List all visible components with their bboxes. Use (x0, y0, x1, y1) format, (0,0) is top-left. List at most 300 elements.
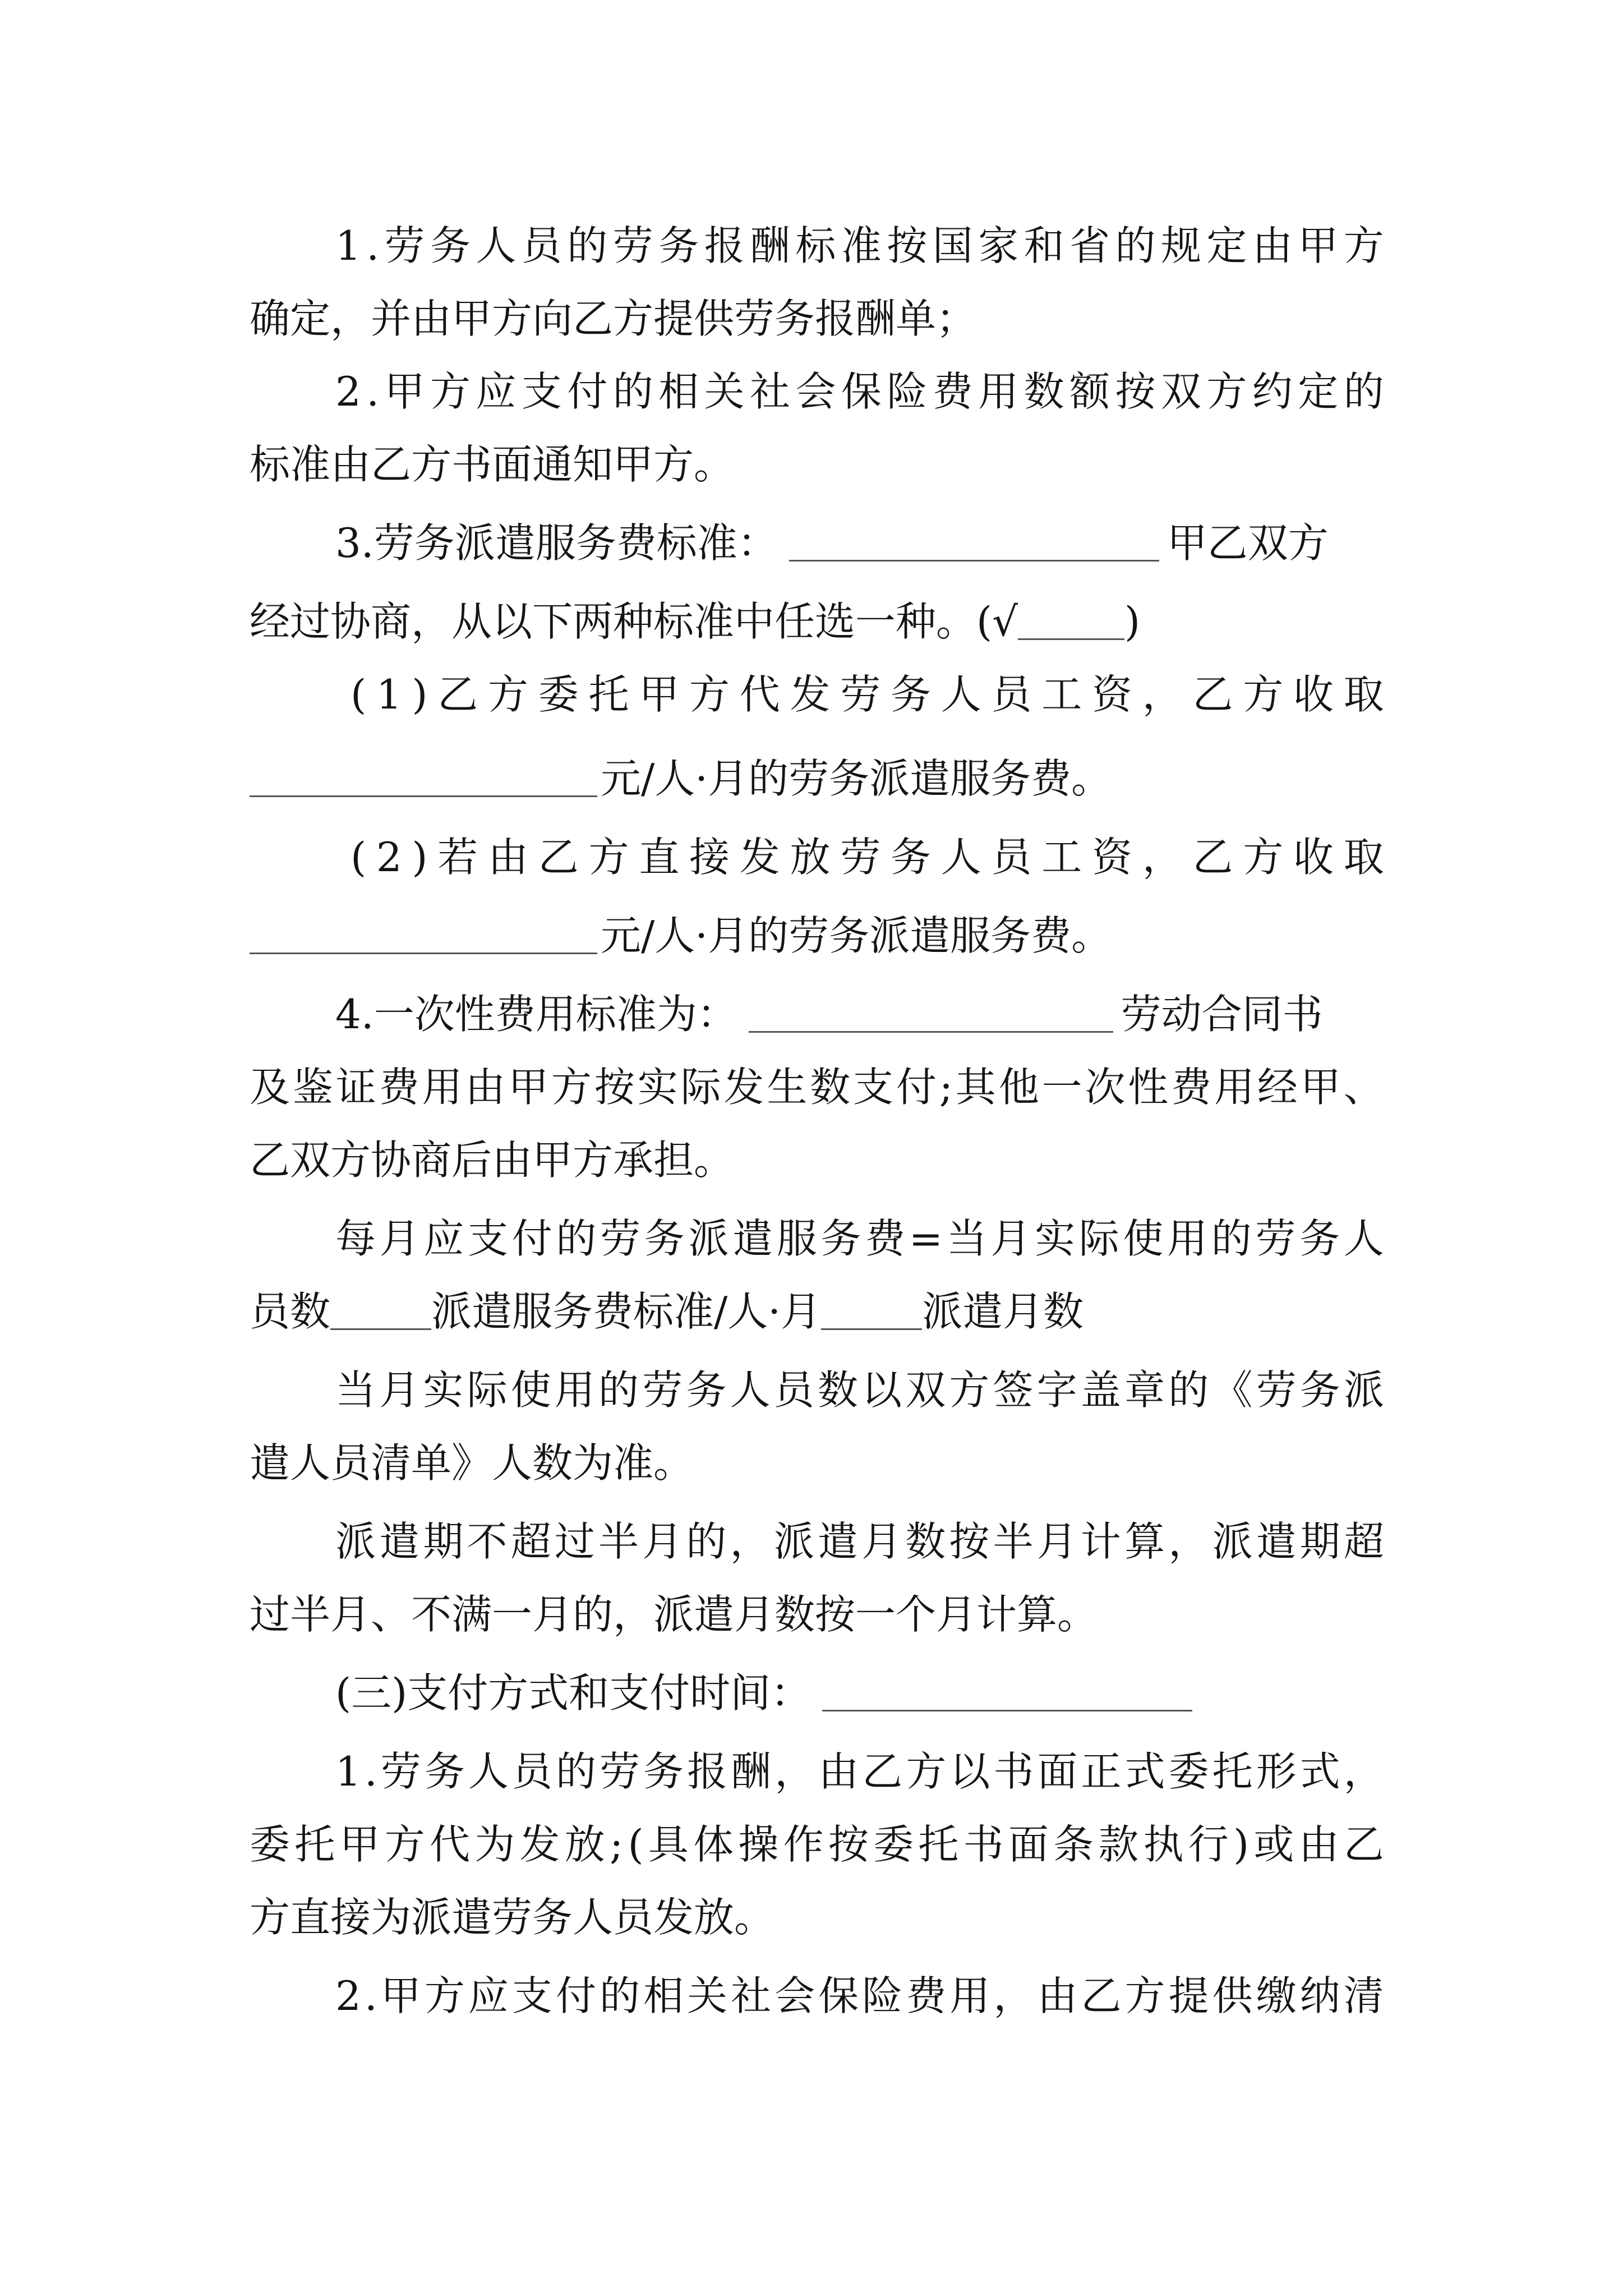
text-char: 甲 (1300, 1064, 1341, 1111)
text-char: 付 (567, 368, 608, 415)
text-char: 关 (687, 1972, 728, 2019)
text-char: 方 (384, 1821, 425, 1868)
paragraph-line (335, 1968, 1384, 2024)
text-char: 月 (642, 1518, 683, 1565)
text-char: 务 (890, 671, 931, 718)
text-segment: 派遣服务费标准/人·月 (431, 1288, 822, 1335)
text-char: 书 (963, 1821, 1004, 1868)
text-char: ( (628, 1821, 644, 1868)
text-char: 纳 (1299, 1972, 1340, 2019)
fill-in-blank[interactable] (1018, 605, 1124, 640)
text-char: 双 (905, 1366, 946, 1414)
text-char: 支 (853, 1064, 894, 1111)
paragraph-line (250, 751, 1112, 807)
text-char: 月 (379, 1215, 420, 1262)
text-char: 乙 (437, 671, 478, 718)
text-char: 正 (1081, 1748, 1122, 1795)
text-char: 的 (1211, 1215, 1252, 1262)
text-char: 委 (250, 1821, 291, 1868)
text-char: ( (351, 671, 367, 718)
text-char: 际 (467, 1366, 508, 1414)
paragraph-line (250, 1435, 694, 1491)
text-char: 支 (521, 368, 562, 415)
text-char: 员 (511, 1748, 552, 1795)
text-char: 务 (820, 1215, 861, 1262)
paragraph-line (250, 1586, 1098, 1642)
text-char: 签 (993, 1366, 1034, 1414)
text-char: 取 (1343, 834, 1384, 881)
text-char: 的 (612, 368, 653, 415)
text-char: 的 (1343, 368, 1384, 415)
text-char: 费 (379, 1064, 419, 1111)
text-char: 报 (687, 1748, 728, 1795)
text-char: 务 (1299, 1215, 1340, 1262)
paragraph-line (335, 1665, 1192, 1721)
paragraph-line (335, 218, 1384, 274)
text-char: 费 (1171, 1064, 1212, 1111)
paragraph-line (351, 666, 1384, 723)
text-char: 按 (1115, 368, 1156, 415)
text-char: 代 (739, 671, 780, 718)
text-char: 的 (556, 1215, 597, 1262)
text-char: 方 (430, 368, 471, 415)
text-char: 面 (1008, 1821, 1049, 1868)
fill-in-blank[interactable] (330, 1295, 431, 1330)
text-char: . (366, 368, 380, 415)
fill-in-blank[interactable] (822, 1676, 1192, 1711)
text-char: 2 (376, 834, 402, 881)
text-char: = (909, 1215, 943, 1262)
text-char: 由 (465, 1064, 506, 1111)
text-char: 托 (918, 1821, 959, 1868)
text-char: 员 (521, 222, 562, 269)
text-char: . (366, 222, 380, 269)
text-char: 当 (335, 1366, 376, 1414)
text-char: 的 (567, 222, 608, 269)
fill-in-blank[interactable] (749, 997, 1113, 1033)
text-char: 方 (1243, 671, 1284, 718)
text-char: 操 (738, 1821, 779, 1868)
text-char: 会 (795, 368, 836, 415)
text-char: 式 (1299, 1748, 1340, 1795)
text-char: 半 (993, 1518, 1034, 1565)
text-char: 1 (335, 222, 361, 269)
text-char: 用 (554, 1366, 595, 1414)
text-char: 甲 (1298, 222, 1339, 269)
text-char: 定 (1298, 368, 1339, 415)
text-char: 约 (1252, 368, 1293, 415)
text-char: 双 (1160, 368, 1201, 415)
text-char: 乙 (1192, 671, 1233, 718)
text-char: 用 (1214, 1064, 1255, 1111)
text-char: 直 (639, 834, 680, 881)
text-char: 甲 (639, 671, 680, 718)
text-char: 行 (1188, 1821, 1229, 1868)
text-segment: 方直接为派遣劳务人员发放。 (250, 1894, 775, 1941)
text-char: 务 (424, 1748, 465, 1795)
text-char: 劳 (642, 1366, 683, 1414)
text-char: 方 (487, 671, 528, 718)
text-char: 劳 (384, 222, 425, 269)
text-char: 算 (1124, 1518, 1165, 1565)
text-char: 应 (476, 368, 517, 415)
text-char: ) (412, 834, 428, 881)
text-char: 付 (896, 1064, 937, 1111)
text-char: 数 (810, 1064, 851, 1111)
text-char: 报 (704, 222, 745, 269)
text-char: 章 (1124, 1366, 1165, 1414)
text-char: 式 (1124, 1748, 1165, 1795)
text-char: 应 (423, 1215, 464, 1262)
text-char: 人 (1343, 1215, 1384, 1262)
text-char: 乙 (1081, 1972, 1122, 2019)
text-char: 员 (773, 1366, 814, 1414)
text-char: 2 (335, 368, 361, 415)
text-char: 一 (1041, 1064, 1082, 1111)
text-char: 方 (1206, 368, 1247, 415)
text-char: 字 (1036, 1366, 1077, 1414)
paragraph-line (250, 436, 734, 493)
text-char: 代 (430, 1821, 471, 1868)
text-char: 以 (949, 1748, 990, 1795)
text-char: 取 (1343, 671, 1384, 718)
text-segment: (三)支付方式和支付时间： (335, 1669, 811, 1717)
text-char: 月 (861, 1518, 902, 1565)
text-char: 工 (1041, 834, 1082, 881)
text-char: 放 (564, 1821, 605, 1868)
text-segment: 遣人员清单》人数为准。 (250, 1439, 694, 1487)
text-char: 月 (379, 1366, 420, 1414)
text-char: 甲 (380, 1972, 421, 2019)
text-char: 社 (750, 368, 791, 415)
text-char: 人 (940, 671, 981, 718)
paragraph-line (335, 986, 1323, 1042)
text-char: 国 (932, 222, 973, 269)
text-char: 劳 (1255, 1215, 1296, 1262)
text-char: 应 (468, 1972, 509, 2019)
text-char: 方 (1243, 834, 1284, 881)
text-char: 方 (906, 1748, 947, 1795)
text-char: 遣 (1256, 1518, 1297, 1565)
text-char: 劳 (600, 1748, 640, 1795)
text-char: 员 (991, 671, 1032, 718)
fill-in-blank[interactable] (789, 526, 1159, 562)
paragraph-line (250, 593, 1140, 650)
text-char: 保 (818, 1972, 859, 2019)
text-char: 2 (335, 1972, 361, 2019)
text-char: ， (1168, 1518, 1209, 1565)
text-char: 务 (643, 1748, 684, 1795)
text-char: 委 (873, 1821, 914, 1868)
text-char: 由 (1252, 222, 1293, 269)
text-char: 方 (588, 834, 629, 881)
text-segment: 派遣月数 (922, 1288, 1084, 1335)
fill-in-blank[interactable] (821, 1295, 922, 1330)
paragraph-line (250, 1132, 734, 1188)
text-char: 的 (1115, 222, 1156, 269)
paragraph-line (250, 1889, 774, 1945)
text-char: ) (1233, 1821, 1249, 1868)
text-char: 派 (773, 1518, 814, 1565)
text-char: 酬 (731, 1748, 772, 1795)
text-char: 资 (1091, 834, 1132, 881)
text-char: 劳 (600, 1215, 641, 1262)
text-char: 的 (686, 1518, 727, 1565)
text-char: 具 (648, 1821, 689, 1868)
text-char: 由 (1298, 1821, 1339, 1868)
text-char: 酬 (750, 222, 791, 269)
text-char: 鉴 (292, 1064, 333, 1111)
text-char: 险 (862, 1972, 903, 2019)
text-char: ， (1142, 834, 1183, 881)
text-char: 关 (704, 368, 745, 415)
text-char: 超 (1343, 1518, 1384, 1565)
text-char: 方 (1343, 222, 1384, 269)
text-char: 计 (1080, 1518, 1121, 1565)
text-char: ， (1343, 1748, 1384, 1795)
paragraph-line (250, 1059, 1384, 1115)
paragraph-line (335, 1513, 1384, 1570)
text-char: 他 (998, 1064, 1039, 1111)
text-segment: 3.劳务派遣服务费标准： (335, 519, 778, 567)
text-char: 为 (474, 1821, 515, 1868)
text-char: 方 (949, 1366, 990, 1414)
text-char: 以 (861, 1366, 902, 1414)
text-char: 付 (555, 1972, 596, 2019)
text-char: 接 (689, 834, 730, 881)
text-char: 性 (1128, 1064, 1169, 1111)
text-char: 支 (468, 1215, 509, 1262)
text-char: 用 (422, 1064, 463, 1111)
text-char: 劳 (840, 671, 881, 718)
paragraph-line (250, 1283, 1083, 1340)
text-char: 用 (1167, 1215, 1208, 1262)
text-char: 务 (644, 1215, 685, 1262)
text-char: 险 (887, 368, 928, 415)
text-char: 用 (949, 1972, 990, 2019)
text-char: 按 (887, 222, 928, 269)
text-char: 数 (1023, 368, 1064, 415)
text-char: 生 (767, 1064, 808, 1111)
text-segment: 过半月、不满一月的，派遣月数按一个月计算。 (250, 1591, 1098, 1638)
text-char: 若 (437, 834, 478, 881)
paragraph-line (335, 364, 1384, 420)
text-segment: ) (1124, 598, 1141, 645)
text-segment: 元/人·月的劳务派遣服务费。 (601, 912, 1112, 959)
text-char: 、 (1343, 1064, 1384, 1111)
text-char: 条 (1053, 1821, 1094, 1868)
text-char: 际 (680, 1064, 721, 1111)
text-char: 使 (1123, 1215, 1164, 1262)
text-segment: 经过协商，从以下两种标准中任选一种。(√ (250, 598, 1018, 645)
text-char: 期 (1299, 1518, 1340, 1565)
text-char: 派 (335, 1518, 376, 1565)
text-char: 面 (1037, 1748, 1078, 1795)
text-char: 《 (1212, 1366, 1253, 1414)
text-segment: 4.一次性费用标准为： (335, 991, 737, 1038)
text-char: 费 (906, 1972, 947, 2019)
text-char: 省 (1069, 222, 1110, 269)
text-char: 或 (1253, 1821, 1294, 1868)
text-char: 方 (424, 1972, 465, 2019)
text-char: 的 (600, 1972, 640, 2019)
text-char: 人 (468, 1748, 509, 1795)
text-char: 乙 (862, 1748, 903, 1795)
text-char: 其 (955, 1064, 996, 1111)
text-char: 不 (467, 1518, 508, 1565)
paragraph-line (250, 908, 1112, 964)
text-char: 月 (990, 1215, 1031, 1262)
text-char: 服 (776, 1215, 817, 1262)
paragraph-line (335, 1743, 1384, 1800)
text-char: 托 (1212, 1748, 1253, 1795)
text-char: 款 (1098, 1821, 1139, 1868)
text-char: 执 (1143, 1821, 1184, 1868)
text-char: 保 (841, 368, 882, 415)
text-char: 甲 (508, 1064, 549, 1111)
text-char: 1 (335, 1748, 361, 1795)
text-char: 会 (774, 1972, 815, 2019)
text-char: 收 (1293, 834, 1334, 881)
paragraph-line (335, 1211, 1384, 1267)
text-char: 实 (1035, 1215, 1076, 1262)
text-char: 方 (1124, 1972, 1165, 2019)
text-segment: 员数 (250, 1288, 331, 1335)
text-char: 每 (335, 1215, 376, 1262)
text-char: 体 (693, 1821, 734, 1868)
fill-in-blank[interactable] (250, 762, 597, 797)
text-char: 按 (949, 1518, 990, 1565)
text-char: 费 (865, 1215, 906, 1262)
text-char: ， (993, 1972, 1034, 2019)
text-char: 按 (828, 1821, 869, 1868)
text-char: 遣 (817, 1518, 858, 1565)
text-char: 乙 (1192, 834, 1233, 881)
text-char: 资 (1091, 671, 1132, 718)
text-char: 经 (1257, 1064, 1298, 1111)
text-char: 实 (423, 1366, 464, 1414)
text-char: 甲 (339, 1821, 380, 1868)
text-char: 费 (932, 368, 973, 415)
text-char: 劳 (1256, 1366, 1297, 1414)
text-segment: 劳动合同书 (1121, 991, 1323, 1038)
text-char: 相 (658, 368, 699, 415)
text-char: 实 (637, 1064, 678, 1111)
text-char: 过 (554, 1518, 595, 1565)
text-char: 盖 (1080, 1366, 1121, 1414)
text-char: 形 (1256, 1748, 1297, 1795)
text-char: 按 (594, 1064, 635, 1111)
text-char: 劳 (840, 834, 881, 881)
text-char: ; (939, 1064, 953, 1111)
paragraph-line (250, 1816, 1384, 1872)
text-char: 当 (946, 1215, 987, 1262)
text-char: . (364, 1972, 377, 2019)
paragraph-line (335, 515, 1329, 571)
text-char: 务 (1299, 1366, 1340, 1414)
text-char: 托 (588, 671, 629, 718)
text-char: 派 (1343, 1366, 1384, 1414)
text-char: 付 (511, 1215, 552, 1262)
text-char: 额 (1069, 368, 1110, 415)
text-char: 的 (598, 1366, 639, 1414)
text-char: 人 (730, 1366, 771, 1414)
text-char: ， (730, 1518, 771, 1565)
text-char: 放 (790, 834, 831, 881)
text-char: 书 (993, 1748, 1034, 1795)
text-char: 甲 (384, 368, 425, 415)
text-char: 证 (335, 1064, 376, 1111)
text-char: 工 (1041, 671, 1082, 718)
text-char: 相 (643, 1972, 684, 2019)
text-char: 使 (510, 1366, 551, 1414)
text-char: 际 (1078, 1215, 1119, 1262)
text-char: ) (412, 671, 428, 718)
text-char: 方 (551, 1064, 592, 1111)
text-char: 供 (1212, 1972, 1253, 2019)
text-char: 准 (841, 222, 882, 269)
text-char: 由 (487, 834, 528, 881)
text-char: 人 (476, 222, 517, 269)
text-char: 由 (1037, 1972, 1078, 2019)
text-char: 数 (905, 1518, 946, 1565)
text-char: 数 (817, 1366, 858, 1414)
text-char: 发 (739, 834, 780, 881)
text-char: 发 (519, 1821, 560, 1868)
text-char: 社 (731, 1972, 772, 2019)
text-char: 务 (890, 834, 931, 881)
fill-in-blank[interactable] (250, 919, 597, 954)
text-segment: 元/人·月的劳务派遣服务费。 (601, 755, 1112, 802)
text-char: . (364, 1748, 377, 1795)
text-segment: 确定，并由甲方向乙方提供劳务报酬单； (250, 295, 977, 342)
text-char: 支 (511, 1972, 552, 2019)
text-char: 1 (376, 671, 402, 718)
text-char: 标 (795, 222, 836, 269)
text-char: ( (351, 834, 367, 881)
text-segment: 甲乙双方 (1166, 519, 1329, 567)
text-char: 提 (1168, 1972, 1209, 2019)
text-char: 作 (783, 1821, 824, 1868)
text-char: 家 (978, 222, 1019, 269)
text-char: 次 (1085, 1064, 1126, 1111)
text-char: 定 (1206, 222, 1247, 269)
text-char: 期 (423, 1518, 464, 1565)
text-char: 劳 (612, 222, 653, 269)
text-char: 派 (688, 1215, 729, 1262)
text-char: 方 (689, 671, 730, 718)
text-char: 发 (790, 671, 831, 718)
text-char: 由 (818, 1748, 859, 1795)
text-char: 遣 (379, 1518, 420, 1565)
text-char: 遣 (732, 1215, 773, 1262)
text-char: 委 (1168, 1748, 1209, 1795)
text-segment: 标准由乙方书面通知甲方。 (250, 441, 735, 488)
text-char: 派 (1212, 1518, 1253, 1565)
text-char: 发 (723, 1064, 764, 1111)
text-char: 务 (686, 1366, 727, 1414)
text-char: ， (1142, 671, 1183, 718)
text-char: ; (610, 1821, 624, 1868)
text-char: 半 (598, 1518, 639, 1565)
text-char: 用 (978, 368, 1019, 415)
paragraph-line (335, 1362, 1384, 1418)
paragraph-line (250, 291, 976, 347)
text-char: 委 (538, 671, 579, 718)
paragraph-line (351, 829, 1384, 885)
text-char: 的 (1168, 1366, 1209, 1414)
text-char: 缴 (1256, 1972, 1297, 2019)
